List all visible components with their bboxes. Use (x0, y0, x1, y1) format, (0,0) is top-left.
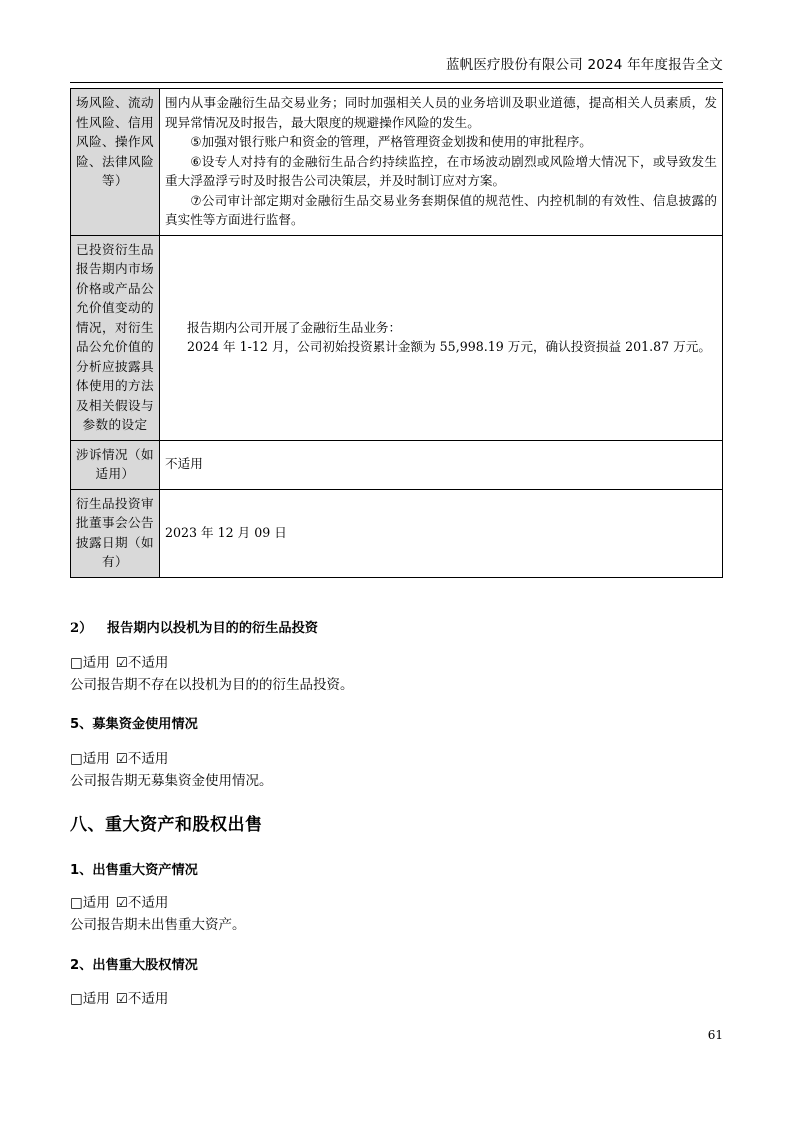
checked-box-icon[interactable]: ☑ (115, 655, 128, 671)
section-asset-sale (70, 860, 723, 882)
applicable-label: 适用 (82, 895, 110, 911)
section-raised-funds (70, 714, 723, 736)
row-value-board-approval-date (160, 489, 723, 577)
not-applicable-label: 不适用 (127, 751, 169, 767)
section-body-asset-sale: 公司报告期未出售重大资产。 (70, 917, 246, 933)
row-value-fair-value-change (160, 235, 723, 440)
checked-box-icon[interactable]: ☑ (115, 751, 128, 767)
paragraph: ⑦公司审计部定期对金融衍生品交易业务套期保值的规范性、内控机制的有效性、信息披露的真实性等方面进行监督。 (165, 192, 717, 227)
paragraph: ⑤加强对银行账户和资金的管理，严格管理资金划拨和使用的审批程序。 (190, 134, 592, 149)
checked-box-icon[interactable]: ☑ (115, 991, 128, 1007)
chapter-heading: 八、重大资产和股权出售 (70, 815, 263, 835)
applicability-line (70, 652, 723, 674)
not-applicable-label: 不适用 (127, 655, 169, 671)
unchecked-box-icon[interactable]: □ (70, 751, 83, 767)
section-heading-text: 报告期内以投机为目的的衍生品投资 (106, 621, 318, 636)
applicable-label: 适用 (82, 655, 110, 671)
table-row (71, 489, 723, 577)
checkline-equity-sale (70, 988, 723, 1010)
header-rule (70, 82, 723, 83)
value-block (165, 318, 717, 357)
applicability-line (70, 892, 723, 914)
paragraph: ⑥设专人对持有的金融衍生品合约持续监控，在市场波动剧烈或风险增大情况下，或导致发生重大浮盈浮亏时及时报告公司决策层，并及时制订应对方案。 (165, 153, 717, 188)
paragraph: 不适用 (165, 456, 203, 472)
section-speculative-derivatives (70, 618, 723, 640)
applicable-label: 适用 (82, 991, 110, 1007)
row-label-litigation: 涉诉情况（如适用） (71, 440, 160, 489)
section-equity-sale (70, 955, 723, 977)
row-label-fair-value-change: 已投资衍生品报告期内市场价格或产品公允价值变动的情况，对衍生品公允价值的分析应披露具体使用的方法及相关假设与参数的设定 (71, 235, 160, 440)
row-label-board-approval-date: 衍生品投资审批董事会公告披露日期（如有） (71, 489, 160, 577)
checkline-speculative (70, 652, 723, 696)
derivatives-table-wrapper (70, 88, 723, 578)
paragraph: 2023 年 12 月 09 日 (165, 524, 287, 540)
checkline-asset-sale (70, 892, 723, 936)
checkline-raised-funds (70, 748, 723, 792)
applicability-line (70, 748, 723, 770)
row-label-risk-control: 场风险、流动性风险、信用风险、操作风险、法律风险等） (71, 89, 160, 236)
unchecked-box-icon[interactable]: □ (70, 655, 83, 671)
paragraph: 报告期内公司开展了金融衍生品业务： (187, 319, 402, 335)
paragraph: 2024 年 1-12 月，公司初始投资累计金额为 55,998.19 万元，确认投资损益 201.87 万元。 (187, 339, 711, 354)
section-heading-speculative (70, 618, 723, 640)
row-value-risk-control (160, 89, 723, 236)
section-heading-raised-funds: 5、募集资金使用情况 (70, 717, 198, 732)
unchecked-box-icon[interactable]: □ (70, 895, 83, 911)
table-row (71, 440, 723, 489)
row-value-litigation (160, 440, 723, 489)
section-major-asset-equity-sale (70, 812, 723, 838)
unchecked-box-icon[interactable]: □ (70, 991, 83, 1007)
applicable-label: 适用 (82, 751, 110, 767)
section-heading-asset-sale: 1、出售重大资产情况 (70, 863, 198, 878)
page-header: 蓝帆医疗股份有限公司 2024 年年度报告全文 (445, 57, 723, 73)
derivatives-table (70, 88, 723, 578)
applicability-line (70, 988, 723, 1010)
section-heading-equity-sale: 2、出售重大股权情况 (70, 958, 198, 973)
section-body-speculative: 公司报告期不存在以投机为目的的衍生品投资。 (70, 677, 354, 693)
page-number: 61 (707, 1028, 723, 1042)
section-body-raised-funds: 公司报告期无募集资金使用情况。 (70, 773, 273, 789)
table-row (71, 89, 723, 236)
section-number: 2） (70, 621, 93, 636)
not-applicable-label: 不适用 (127, 991, 169, 1007)
checked-box-icon[interactable]: ☑ (115, 895, 128, 911)
not-applicable-label: 不适用 (127, 895, 169, 911)
table-row (71, 235, 723, 440)
paragraph: 围内从事金融衍生品交易业务；同时加强相关人员的业务培训及职业道德，提高相关人员素质，发现异常情况及时报告，最大限度的规避操作风险的发生。 (165, 95, 717, 130)
